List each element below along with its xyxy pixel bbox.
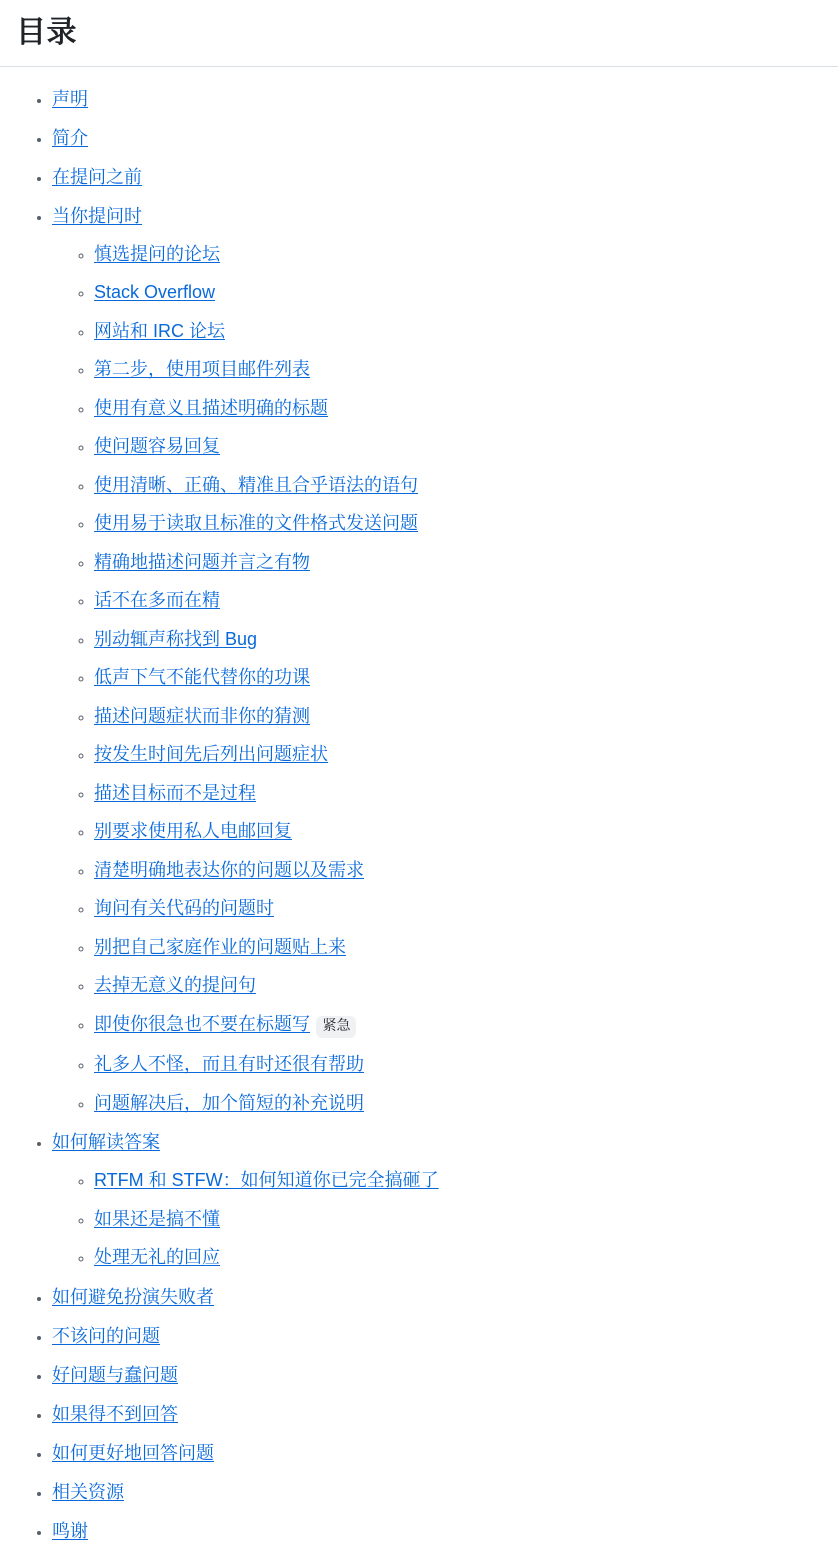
toc-sublink[interactable]: 询问有关代码的问题时 — [94, 898, 274, 918]
toc-item — [52, 81, 838, 119]
toc-root-list — [0, 81, 838, 1551]
toc-link[interactable]: 相关资源 — [52, 1481, 124, 1502]
toc-subitem — [94, 967, 838, 1006]
toc-sublink[interactable]: 如果还是搞不懂 — [94, 1208, 220, 1229]
toc-subitem — [94, 544, 838, 583]
toc-sublink[interactable]: 使用易于读取且标准的文件格式发送问题 — [94, 513, 418, 533]
inline-code-badge: 紧急 — [316, 1016, 356, 1038]
toc-subitem — [94, 1201, 838, 1240]
toc-item — [52, 1435, 838, 1473]
toc-sublink[interactable]: RTFM 和 STFW：如何知道你已完全搞砸了 — [94, 1170, 439, 1190]
toc-sublink[interactable]: 按发生时间先后列出问题症状 — [94, 744, 328, 764]
toc-subitem — [94, 428, 838, 467]
toc-sublink[interactable]: 低声下气不能代替你的功课 — [94, 667, 310, 687]
toc-item — [52, 1124, 838, 1278]
toc-item — [52, 1318, 838, 1356]
toc-item — [52, 1396, 838, 1434]
toc-sublink[interactable]: 别动辄声称找到 Bug — [94, 628, 258, 649]
toc-item — [52, 198, 838, 1124]
toc-sublink[interactable]: Stack Overflow — [94, 282, 216, 302]
toc-item — [52, 1474, 838, 1512]
toc-subitem — [94, 736, 838, 775]
toc-sublink[interactable]: 慎选提问的论坛 — [94, 243, 220, 264]
toc-subitem — [94, 698, 838, 737]
toc-sublink[interactable]: 第二步，使用项目邮件列表 — [94, 359, 310, 379]
toc-link[interactable]: 声明 — [52, 88, 88, 109]
toc-link[interactable]: 在提问之前 — [52, 166, 142, 187]
toc-sublink[interactable]: 别把自己家庭作业的问题贴上来 — [94, 936, 346, 957]
toc-subitem — [94, 313, 838, 352]
toc-subitem — [94, 582, 838, 621]
toc-subitem — [94, 775, 838, 814]
toc-item — [52, 1513, 838, 1551]
toc-subitem — [94, 236, 838, 275]
toc-subitem — [94, 659, 838, 698]
toc-subitem — [94, 351, 838, 390]
toc-item — [52, 120, 838, 158]
toc-sublink[interactable]: 处理无礼的回应 — [94, 1247, 220, 1267]
toc-link[interactable]: 鸣谢 — [52, 1520, 88, 1541]
toc-link[interactable]: 如何避免扮演失败者 — [52, 1286, 214, 1307]
toc-sublink[interactable]: 即使你很急也不要在标题写 — [94, 1013, 310, 1034]
toc-sublink[interactable]: 话不在多而在精 — [94, 590, 220, 610]
toc-link[interactable]: 简介 — [52, 127, 88, 148]
toc-subitem — [94, 274, 838, 313]
toc-subitem — [94, 929, 838, 968]
toc-sublist — [52, 236, 838, 1124]
toc-item — [52, 1279, 838, 1317]
toc-subitem — [94, 890, 838, 929]
toc-subitem — [94, 621, 838, 660]
toc-item — [52, 159, 838, 197]
toc-sublink[interactable]: 网站和 IRC 论坛 — [94, 320, 226, 341]
toc-subitem — [94, 1085, 838, 1124]
toc-sublink[interactable]: 描述问题症状而非你的猜测 — [94, 705, 310, 726]
toc-subitem — [94, 505, 838, 544]
toc-sublink[interactable]: 精确地描述问题并言之有物 — [94, 551, 310, 572]
toc-link[interactable]: 如果得不到回答 — [52, 1403, 178, 1424]
toc-sublink[interactable]: 描述目标而不是过程 — [94, 782, 256, 803]
toc-sublink[interactable]: 使问题容易回复 — [94, 436, 220, 456]
toc-sublink[interactable]: 使用清晰、正确、精准且合乎语法的语句 — [94, 474, 418, 495]
toc-subitem — [94, 1006, 838, 1047]
toc-sublink[interactable]: 使用有意义且描述明确的标题 — [94, 397, 328, 418]
toc-subitem — [94, 1162, 838, 1201]
toc-subitem — [94, 813, 838, 852]
toc-subitem — [94, 852, 838, 891]
toc-sublist — [52, 1162, 838, 1278]
page-title: 目录 — [0, 0, 838, 67]
toc-sublink[interactable]: 问题解决后，加个简短的补充说明 — [94, 1092, 364, 1113]
toc-subitem — [94, 1239, 838, 1278]
toc-link[interactable]: 好问题与蠢问题 — [52, 1364, 178, 1385]
toc-link[interactable]: 当你提问时 — [52, 205, 142, 226]
toc-subitem — [94, 467, 838, 506]
toc-sublink[interactable]: 清楚明确地表达你的问题以及需求 — [94, 859, 364, 880]
toc-link[interactable]: 如何解读答案 — [52, 1132, 160, 1152]
toc-subitem — [94, 390, 838, 429]
toc-sublink[interactable]: 礼多人不怪，而且有时还很有帮助 — [94, 1054, 364, 1074]
toc-link[interactable]: 如何更好地回答问题 — [52, 1442, 214, 1463]
toc-link[interactable]: 不该问的问题 — [52, 1325, 160, 1346]
toc-subitem — [94, 1046, 838, 1085]
toc-sublink[interactable]: 去掉无意义的提问句 — [94, 975, 256, 995]
toc-sublink[interactable]: 别要求使用私人电邮回复 — [94, 821, 292, 841]
toc-item — [52, 1357, 838, 1395]
